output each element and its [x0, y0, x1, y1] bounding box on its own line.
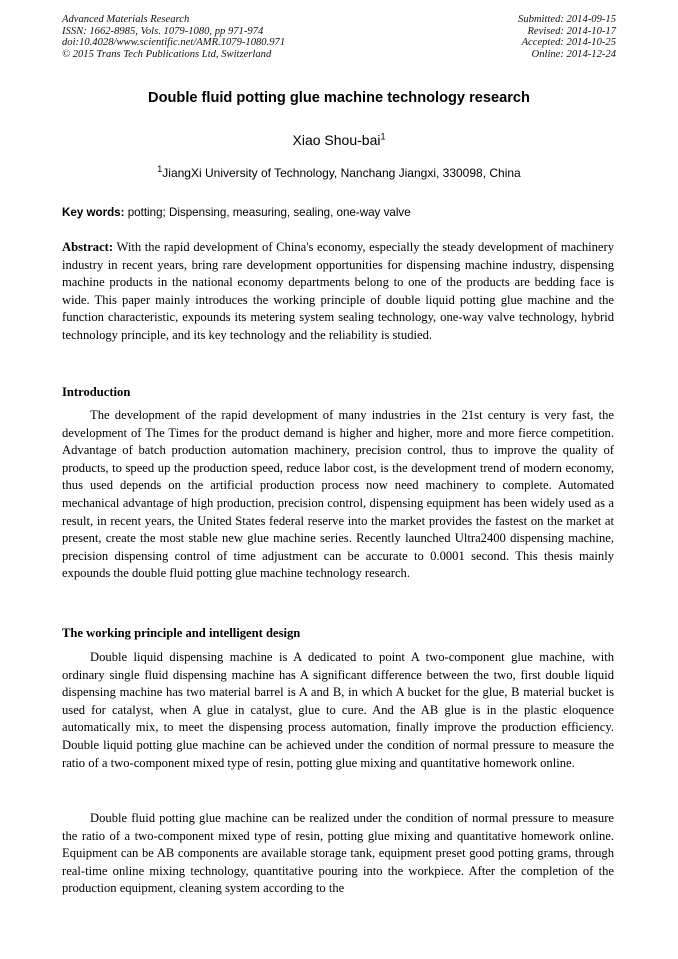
paper-title: Double fluid potting glue machine technology research [148, 90, 530, 106]
affiliation-line [0, 166, 678, 180]
keywords-label: Key words: [62, 206, 125, 219]
journal-info [62, 14, 285, 60]
author-name: Xiao Shou-bai [292, 132, 381, 148]
issn-line: ISSN: 1662-8985, Vols. 1079-1080, pp 971-974 [62, 25, 264, 37]
keywords-text: potting; Dispensing, measuring, sealing, one-way valve [124, 206, 411, 219]
author-line [0, 132, 678, 148]
affiliation-text: JiangXi University of Technology, Nanchang Jiangxi, 330098, China [162, 166, 521, 180]
submission-dates [518, 14, 616, 60]
affiliation-marker: 1 [157, 164, 163, 174]
accepted-date: Accepted: 2014-10-25 [521, 37, 616, 49]
working-principle-paragraph-2: Double fluid potting glue machine can be realized under the condition of normal pressure to measure the ratio of a two-component mixed type of resin, potting glue mixing and quantitative homework online. Equipment can be AB components are available storage tank, equipment preset good potting grams, through real-time online mixing technology, quantitative pouring into the workpiece. After the completion of the production equipment, cleaning system according to the [62, 811, 614, 896]
journal-name: Advanced Materials Research [62, 14, 190, 25]
introduction-paragraph: The development of the rapid development of many industries in the 21st century is very fast, the development of The Times for the product demand is higher and higher, more and more fierce competition. Advantage of batch production automation machinery, precision control, thus to improve the quality of products, to speed up the production speed, reduce labor cost, is the development trend of modern economy, thus used depends on the artificial production process now need machinery to complete. Automated mechanical advantage of high production, precision control, dispensing equipment has been widely used as a result, in recent years, the United States federal reserve into the market provides the fastest on the market at present, create the most stable new glue machine series. Recently launched Ultra2400 dispensing machine, precision dispensing control of time adjustment can be accurate to 0.0001 second. This thesis mainly expounds the double fluid potting glue machine technology research. [62, 408, 614, 581]
abstract-paragraph [62, 239, 614, 345]
working-principle-paragraph-1: Double liquid dispensing machine is A dedicated to point A two-component glue machine, with ordinary single fluid dispensing machine has A significant difference between the two, first double liquid dispensing machine has two material barrel is A and B, in which A bucket for the glue, B material bucket is used for catalyst, when A glue in catalyst, glue to cure. And the AB glue is in the plastic eloquence automatically mix, to meet the dispensing process automation, finally improve the production efficiency. Double liquid potting glue machine can be achieved under the condition of normal pressure to measure the ratio of a two-component mixed type of resin, potting glue mixing and quantitative homework online. [62, 650, 614, 770]
abstract-text: With the rapid development of China's economy, especially the steady development of machinery industry in recent years, bring rare development opportunities for dispensing machine industry, dispensing machine products in the national economy departments belong to one of the products are bedding face is wide. This paper mainly introduces the working principle of double liquid potting glue machine and the function characteristic, expounds its metering system sealing technology, one-way valve technology, hybrid technology principle, and its key technology and the reliability is studied. [62, 240, 614, 342]
working-principle-heading: The working principle and intelligent design [62, 626, 301, 640]
copyright-line: © 2015 Trans Tech Publications Ltd, Switzerland [62, 48, 272, 60]
abstract-label: Abstract: [62, 240, 114, 254]
author-affiliation-marker: 1 [380, 131, 386, 142]
submitted-date: Submitted: 2014-09-15 [518, 14, 616, 25]
doi-line: doi:10.4028/www.scientific.net/AMR.1079-1080.971 [62, 37, 286, 49]
online-date: Online: 2014-12-24 [531, 48, 616, 60]
keywords-line [62, 206, 411, 219]
revised-date: Revised: 2014-10-17 [527, 25, 616, 37]
introduction-heading: Introduction [62, 385, 131, 399]
